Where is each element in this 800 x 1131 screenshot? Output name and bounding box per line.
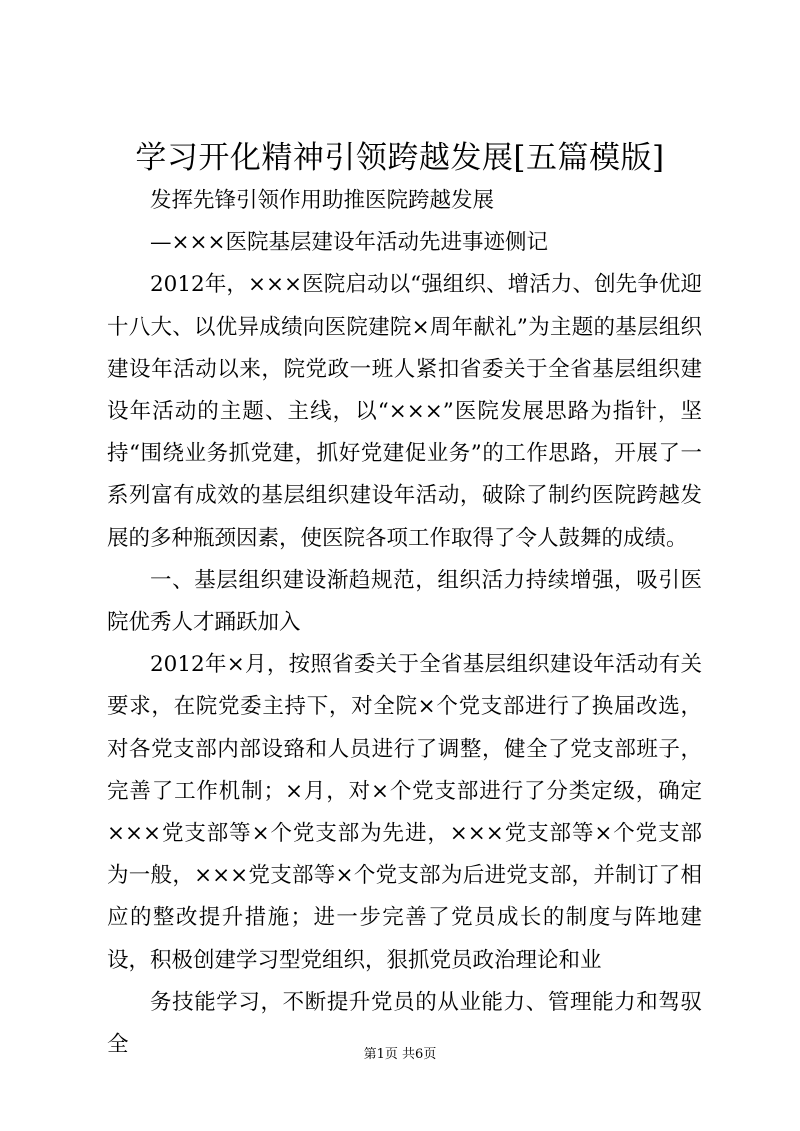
document-body	[107, 180, 702, 1066]
document-title: 学习开化精神引领跨越发展[五篇模版]	[135, 140, 665, 176]
page-footer: 第1页 共6页	[363, 1047, 437, 1062]
paragraph-continuation: 务技能学习，不断提升党员的从业能力、管理能力和驾驭全	[107, 989, 702, 1058]
subtitle-byline: —×××医院基层建设年活动先进事迹侧记	[150, 230, 549, 256]
subtitle: 发挥先锋引领作用助推医院跨越发展	[150, 188, 495, 213]
paragraph-body: 2012年×月，按照省委关于全省基层组织建设年活动有关要求，在院党委主持下，对全院×个党支部进行了换届改选，对各党支部内部设臵和人员进行了调整，健全了党支部班子，完善了工作机制；×月，对×个党支部进行了分类定级，确定×××党支部等×个党支部为先进，×××党支部等×个党支部为一般，×××党支部等×个党支部为后进党支部，并制订了相应的整改提升措施；进一步完善了党员成长的制度与阵地建设，积极创建学习型党组织，狠抓党员政治理论和业	[107, 652, 702, 973]
section-heading: 一、基层组织建设渐趋规范，组织活力持续增强，吸引医院优秀人才踊跃加入	[107, 567, 702, 636]
paragraph-intro: 2012年，×××医院启动以“强组织、增活力、创先争优迎十八大、以优异成绩向医院建院×周年献礼”为主题的基层组织建设年活动以来，院党政一班人紧扣省委关于全省基层组织建设年活动的主题、主线，以“×××”医院发展思路为指针，坚持“围绕业务抓党建，抓好党建促业务”的工作思路，开展了一系列富有成效的基层组织建设年活动，破除了制约医院跨越发展的多种瓶颈因素，使医院各项工作取得了令人鼓舞的成绩。	[107, 272, 702, 551]
